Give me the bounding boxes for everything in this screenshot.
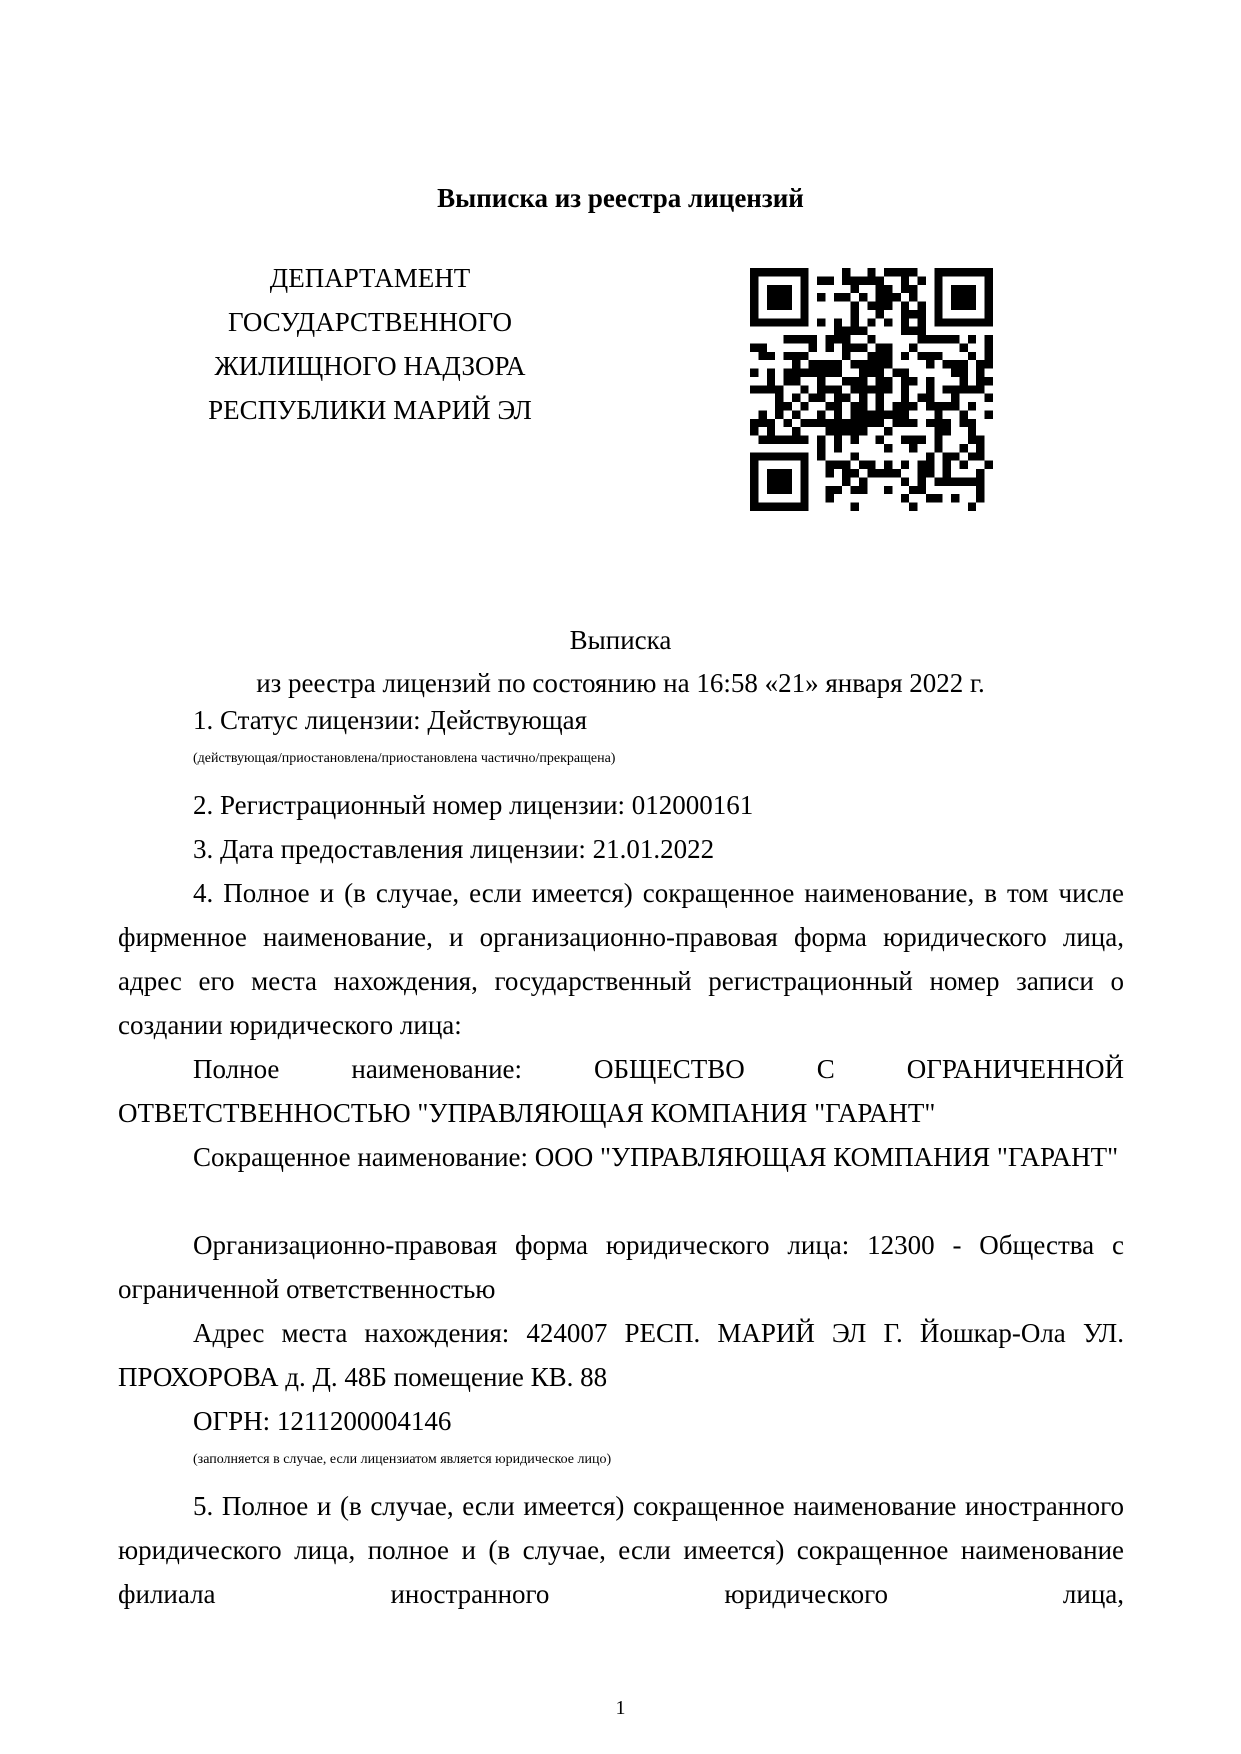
qr-code-icon — [750, 268, 993, 511]
item-5-paragraph: 5. Полное и (в случае, если имеется) сокращенное наименование иностранного юридического лица, полное и (в случае, если имеется) сокращенное наименование филиала иностранного юридического лица, — [118, 1491, 1124, 1609]
license-status: 1. Статус лицензии: Действующая — [193, 705, 588, 735]
authority-line: РЕСПУБЛИКИ МАРИЙ ЭЛ — [208, 395, 532, 425]
address-paragraph: Адрес места нахождения: 424007 РЕСП. МАРИЙ ЭЛ Г. Йошкар-Ола УЛ. ПРОХОРОВА д. Д. 48Б помещение КВ. 88 — [118, 1318, 1124, 1392]
page-number: 1 — [615, 1697, 626, 1719]
ogrn: ОГРН: 1211200004146 — [193, 1406, 452, 1436]
authority-line: ЖИЛИЩНОГО НАДЗОРА — [214, 351, 526, 381]
short-name-paragraph: Сокращенное наименование: ООО "УПРАВЛЯЮЩАЯ КОМПАНИЯ "ГАРАНТ" — [193, 1142, 1119, 1172]
authority-line: ДЕПАРТАМЕНТ — [269, 263, 471, 293]
grant-date: 3. Дата предоставления лицензии: 21.01.2022 — [193, 834, 715, 864]
ogrn-note: (заполняется в случае, если лицензиатом является юридическое лицо) — [193, 1452, 612, 1467]
legal-form-paragraph: Организационно-правовая форма юридического лица: 12300 - Общества с ограниченной ответственностью — [118, 1230, 1124, 1304]
page-title: Выписка из реестра лицензий — [437, 183, 804, 213]
extract-subtitle: из реестра лицензий по состоянию на 16:58 «21» января 2022 г. — [256, 668, 985, 698]
registration-number: 2. Регистрационный номер лицензии: 012000161 — [193, 790, 754, 820]
full-name-paragraph: Полное наименование: ОБЩЕСТВО С ОГРАНИЧЕННОЙ ОТВЕТСТВЕННОСТЬЮ "УПРАВЛЯЮЩАЯ КОМПАНИЯ "ГАРАНТ" — [118, 1054, 1124, 1128]
extract-title: Выписка — [569, 625, 672, 655]
issuing-authority — [160, 256, 580, 432]
item-4-paragraph: 4. Полное и (в случае, если имеется) сокращенное наименование, в том числе фирменное наименование, и организационно-правовая форма юридического лица, адрес его места нахождения, государственный регистрационный номер записи о создании юридического лица: — [118, 878, 1124, 1040]
license-status-note: (действующая/приостановлена/приостановлена частично/прекращена) — [193, 751, 616, 766]
authority-line: ГОСУДАРСТВЕННОГО — [227, 307, 512, 337]
